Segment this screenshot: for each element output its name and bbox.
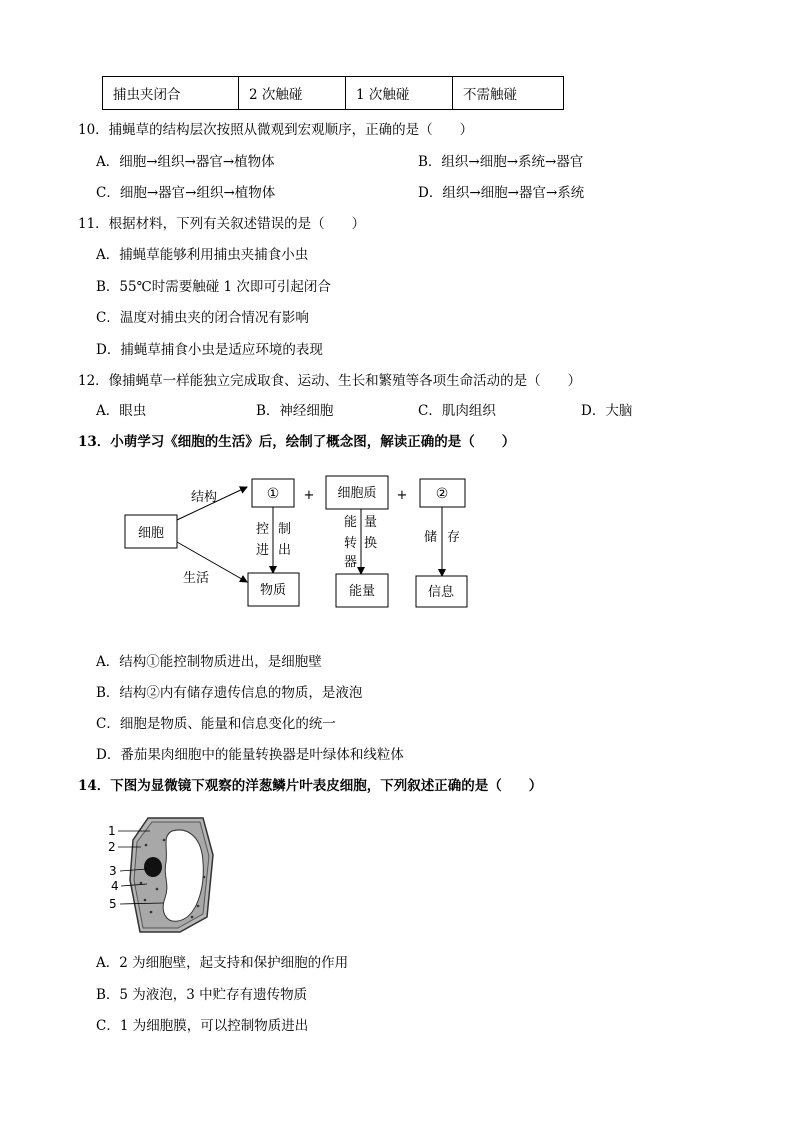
q11-option-a[interactable]: A．捕蝇草能够利用捕虫夹捕食小虫 [96, 247, 309, 263]
table-cell: 不需触碰 [453, 77, 564, 110]
q14-option-a[interactable]: A．2 为细胞壁，起支持和保护细胞的作用 [96, 955, 349, 971]
label-1: 1 [108, 824, 116, 838]
store-char-1: 储 [424, 530, 438, 545]
q10-option-b[interactable]: B．组织→细胞→系统→器官 [418, 154, 584, 170]
q14-option-b[interactable]: B．5 为液泡，3 中贮存有遗传物质 [96, 987, 308, 1003]
q12-stem: 12．像捕蝇草一样能独立完成取食、运动、生长和繁殖等各项生命活动的是（ ） [78, 373, 582, 389]
label-3: 3 [109, 864, 117, 878]
cytoplasm-label: 细胞质 [337, 486, 377, 501]
box-2-label: ② [435, 486, 449, 502]
energy-char-3: 转 [344, 536, 358, 551]
q13-option-d[interactable]: D．番茄果肉细胞中的能量转换器是叶绿体和线粒体 [96, 747, 404, 763]
energy-char-5: 器 [344, 555, 358, 570]
store-char-2: 存 [447, 530, 461, 545]
q11-stem: 11．根据材料，下列有关叙述错误的是（ ） [78, 216, 366, 232]
table-cell: 1 次触碰 [346, 77, 453, 110]
matter-label: 物质 [259, 583, 287, 598]
q13-option-c[interactable]: C．细胞是物质、能量和信息变化的统一 [96, 716, 336, 732]
q12-option-a[interactable]: A．眼虫 [96, 403, 147, 419]
q12-option-d[interactable]: D．大脑 [581, 403, 633, 419]
energy-char-1: 能 [344, 515, 358, 530]
label-5: 5 [109, 897, 117, 911]
structure-label: 结构 [191, 490, 218, 505]
q13-stem: 13．小萌学习《细胞的生活》后，绘制了概念图，解读正确的是（ ） [78, 434, 516, 450]
q10-option-a[interactable]: A．细胞→组织→器官→植物体 [96, 154, 275, 170]
q10-option-c[interactable]: C．细胞→器官→组织→植物体 [96, 185, 276, 201]
plus-sign-1: + [303, 488, 315, 503]
onion-cell-diagram [108, 818, 213, 932]
control-char-3: 进 [256, 543, 270, 558]
label-2: 2 [108, 840, 116, 854]
table-cell: 捕虫夹闭合 [103, 77, 239, 110]
q13-option-a[interactable]: A．结构①能控制物质进出，是细胞壁 [96, 654, 322, 670]
q10-stem: 10．捕蝇草的结构层次按照从微观到宏观顺序，正确的是（ ） [78, 122, 474, 138]
life-label: 生活 [183, 571, 210, 586]
energy-label: 能量 [348, 584, 376, 599]
energy-char-4: 换 [364, 536, 378, 551]
nucleus-shape [144, 857, 162, 877]
q14-stem: 14．下图为显微镜下观察的洋葱鳞片叶表皮细胞，下列叙述正确的是（ ） [78, 778, 543, 794]
control-char-4: 出 [278, 543, 292, 558]
control-char-2: 制 [278, 522, 292, 537]
q10-option-d[interactable]: D．组织→细胞→器官→系统 [418, 185, 585, 201]
q12-option-c[interactable]: C．肌肉组织 [418, 403, 496, 419]
q12-option-b[interactable]: B．神经细胞 [256, 403, 334, 419]
info-label: 信息 [427, 585, 455, 600]
q11-option-d[interactable]: D．捕蝇草捕食小虫是适应环境的表现 [96, 342, 323, 358]
q11-option-b[interactable]: B．55℃时需要触碰 1 次即可引起闭合 [96, 279, 331, 295]
label-4: 4 [111, 879, 119, 893]
table-cell: 2 次触碰 [239, 77, 346, 110]
q14-option-c[interactable]: C．1 为细胞膜，可以控制物质进出 [96, 1018, 309, 1034]
energy-char-2: 量 [364, 515, 378, 530]
box-1-label: ① [266, 486, 280, 502]
cell-label: 细胞 [137, 526, 165, 541]
control-char-1: 控 [256, 522, 270, 537]
plus-sign-2: + [396, 488, 408, 503]
q13-option-b[interactable]: B．结构②内有储存遗传信息的物质，是液泡 [96, 685, 363, 701]
q11-option-c[interactable]: C．温度对捕虫夹的闭合情况有影响 [96, 310, 309, 326]
